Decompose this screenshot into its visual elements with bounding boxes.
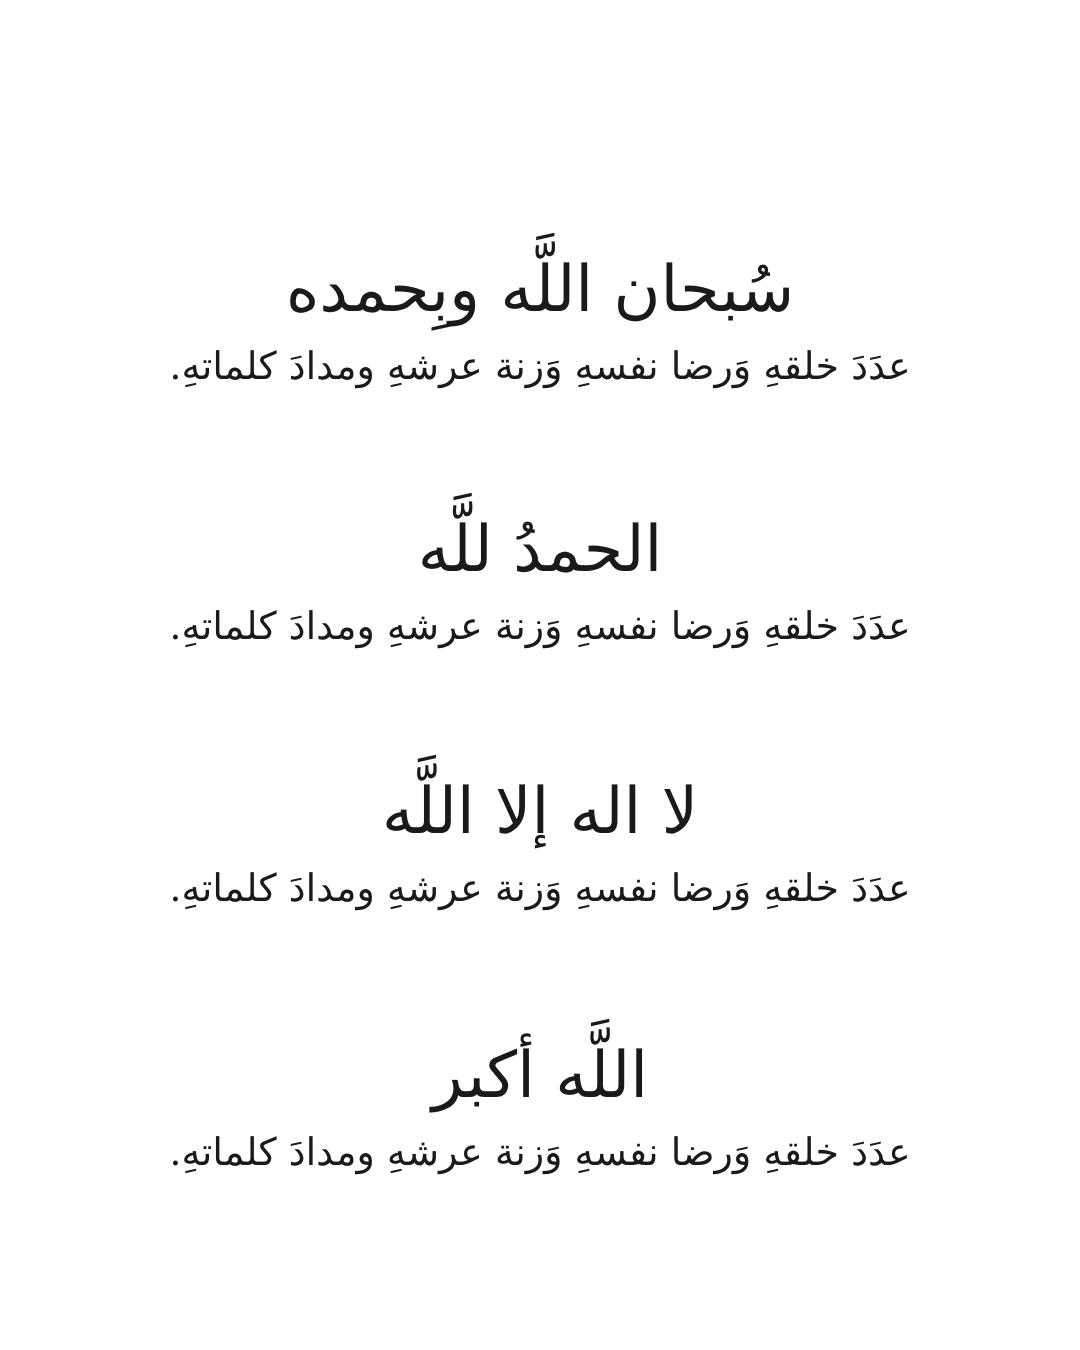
dhikr-title: الحمدُ للَّه	[417, 513, 663, 587]
dhikr-block-la-ilaha-illallah	[0, 770, 1080, 914]
dhikr-subtitle: عدَدَ خلقهِ وَرضا نفسهِ وَزنة عرشهِ ومدادَ كلماتهِ.	[169, 604, 911, 648]
dhikr-subtitle: عدَدَ خلقهِ وَرضا نفسهِ وَزنة عرشهِ ومدادَ كلماتهِ.	[169, 1130, 911, 1174]
dhikr-subtitle: عدَدَ خلقهِ وَرضا نفسهِ وَزنة عرشهِ ومدادَ كلماتهِ.	[169, 344, 911, 388]
dhikr-block-subhanallah	[0, 248, 1080, 392]
dhikr-title: لا اله إلا اللَّه	[381, 775, 699, 849]
dhikr-title: اللَّه أكبر	[432, 1039, 648, 1113]
dhikr-subtitle: عدَدَ خلقهِ وَرضا نفسهِ وَزنة عرشهِ ومدادَ كلماتهِ.	[169, 866, 911, 910]
dhikr-block-alhamdulillah	[0, 508, 1080, 652]
dhikr-block-allahu-akbar	[0, 1034, 1080, 1178]
dhikr-title: سُبحان اللَّه وبِحمده	[285, 253, 795, 327]
